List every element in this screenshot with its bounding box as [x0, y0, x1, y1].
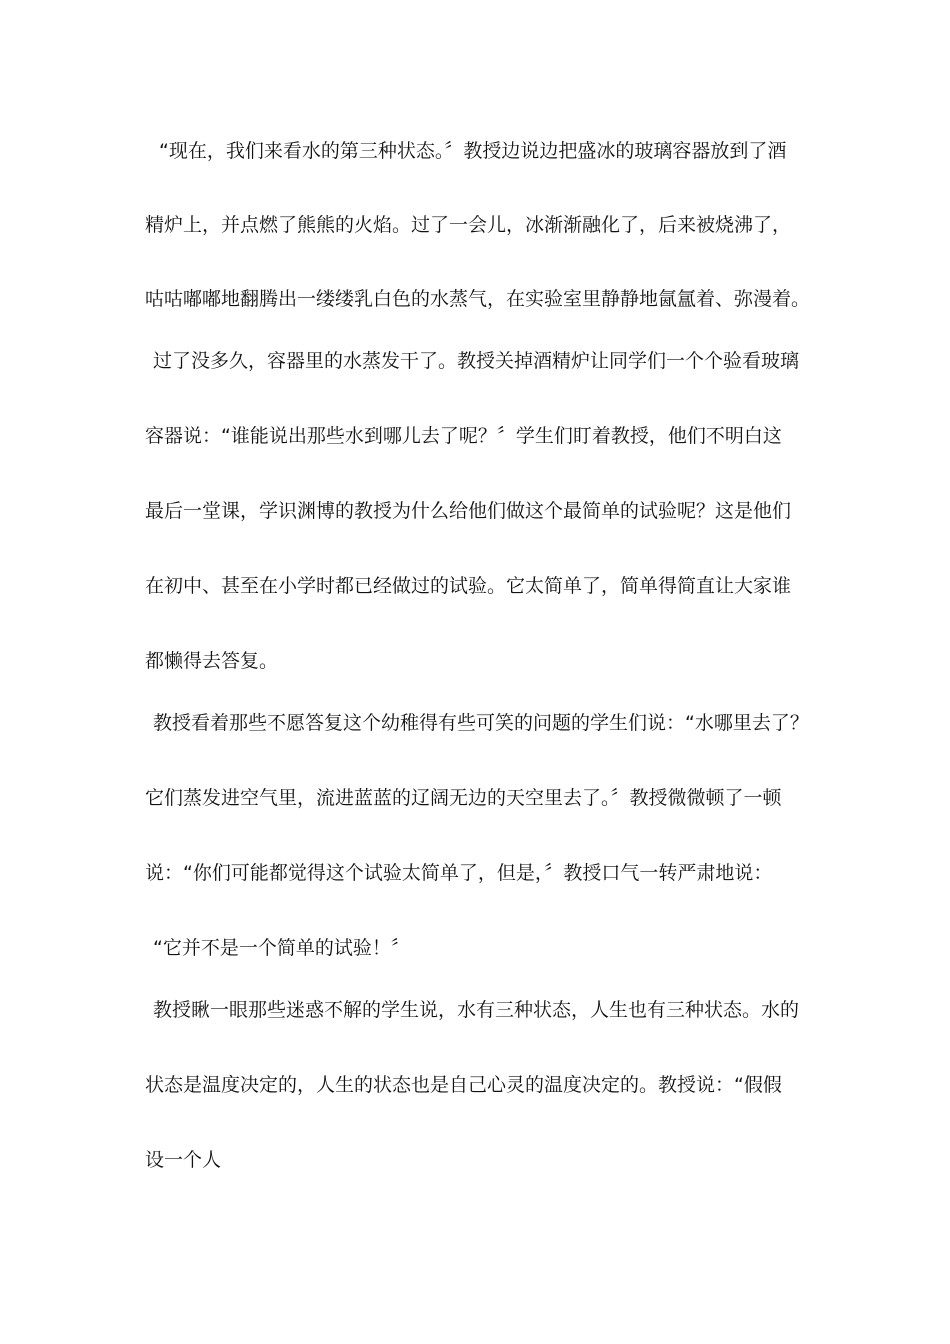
text-line: 在初中、甚至在小学时都已经做过的试验。它太简单了，简单得简直让大家谁: [145, 575, 792, 597]
text-line: 教授瞅一眼那些迷惑不解的学生说，水有三种状态，人生也有三种状态。水的: [153, 999, 800, 1021]
text-line: 设一个人: [145, 1149, 222, 1171]
text-line: 教授看着那些不愿答复这个幼稚得有些可笑的问题的学生们说：“水哪里去了？: [153, 712, 809, 734]
text-line: “现在，我们来看水的第三种状态。〞教授边说边把盛冰的玻璃容器放到了酒: [159, 140, 787, 162]
text-line: 最后一堂课，学识渊博的教授为什么给他们做这个最简单的试验呢？这是他们: [145, 500, 792, 522]
text-line: 说：“你们可能都觉得这个试验太简单了，但是，〞教授口气一转严肃地说：: [145, 862, 773, 884]
text-line: 咕咕嘟嘟地翻腾出一缕缕乳白色的水蒸气，在实验室里静静地氤氲着、弥漫着。: [145, 288, 811, 310]
text-line: 精炉上，并点燃了熊熊的火焰。过了一会儿，冰渐渐融化了，后来被烧沸了，: [145, 214, 792, 236]
text-line: 过了没多久，容器里的水蒸发干了。教授关掉酒精炉让同学们一个个验看玻璃: [153, 350, 800, 372]
text-line: 容器说：“谁能说出那些水到哪儿去了呢？〞学生们盯着教授，他们不明白这: [145, 425, 782, 447]
text-line: “它并不是一个简单的试验！〞: [153, 937, 410, 959]
text-line: 都懒得去答复。: [145, 650, 279, 672]
text-line: 状态是温度决定的，人生的状态也是自己心灵的温度决定的。教授说：“假假: [145, 1074, 782, 1096]
text-line: 它们蒸发进空气里，流进蓝蓝的辽阔无边的天空里去了。〞教授微微顿了一顿: [145, 787, 782, 809]
